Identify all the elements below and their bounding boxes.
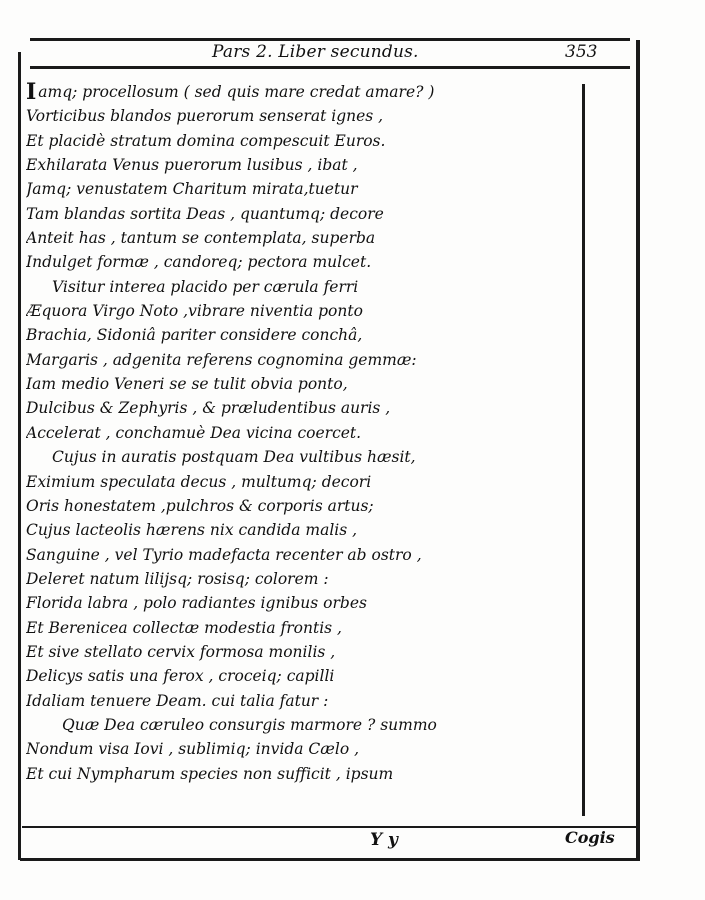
verse-line: Et cui Nympharum species non sufficit , ipsum xyxy=(26,764,394,783)
verse-line: Et Berenicea collectæ modestia frontis , xyxy=(26,618,342,637)
verse-line: Accelerat , conchamuè Dea vicina coercet. xyxy=(26,423,362,442)
verse-line: Visitur interea placido per cærula ferri xyxy=(52,277,359,296)
catchword: Cogis xyxy=(565,828,615,847)
verse-line: Jamq; venustatem Charitum mirata,tuetur xyxy=(26,180,358,199)
verse-line: Sanguine , vel Tyrio madefacta recenter ab ostro , xyxy=(26,545,422,564)
verse-line: Vorticibus blandos puerorum senserat ignes , xyxy=(26,107,384,126)
verse-line: Florida labra , polo radiantes ignibus orbes xyxy=(26,594,367,613)
verse-line: Et placidè stratum domina compescuit Euros. xyxy=(26,131,386,150)
verse-line xyxy=(26,80,576,104)
bottom-inner-rule xyxy=(22,826,637,828)
verse-line: Et sive stellato cervix formosa monilis , xyxy=(26,642,336,661)
header-rule xyxy=(30,66,630,69)
verse-line: Anteit has , tantum se contemplata, superba xyxy=(26,229,376,248)
right-inner-rule xyxy=(582,84,585,816)
verse-block xyxy=(26,80,576,786)
verse-line: Oris honestatem ,pulchros & corporis artus; xyxy=(26,496,374,515)
verse-line: Cujus in auratis postquam Dea vultibus hæsit, xyxy=(52,448,416,467)
initial-letter: I xyxy=(26,80,37,105)
verse-line: Eximium speculata decus , multumq; decori xyxy=(26,472,372,491)
verse-line: Indulget formæ , candoreq; pectora mulcet. xyxy=(26,253,372,272)
verse-line: Exhilarata Venus puerorum lusibus , ibat , xyxy=(26,156,358,175)
verse-line: Cujus lacteolis hærens nix candida malis , xyxy=(26,521,358,540)
verse-line: Quæ Dea cæruleo consurgis marmore ? summo xyxy=(62,715,437,734)
right-outer-rule xyxy=(636,40,640,860)
verse-line: Brachia, Sidoniâ pariter considere conchâ, xyxy=(26,326,363,345)
verse-line: Nondum visa Iovi , sublimiq; invida Cælo , xyxy=(26,740,360,759)
top-rule xyxy=(30,38,630,41)
verse-line: Tam blandas sortita Deas , quantumq; decore xyxy=(26,204,384,223)
page-number: 353 xyxy=(565,42,598,62)
running-head: Pars 2. Liber secundus. xyxy=(212,42,419,62)
verse-line: Deleret natum lilijsq; rosisq; colorem : xyxy=(26,569,329,588)
verse-line: Delicys satis una ferox , croceiq; capilli xyxy=(26,667,335,686)
verse-line: Margaris , adgenita referens cognomina gemmæ: xyxy=(26,350,417,369)
bottom-outer-rule xyxy=(20,858,640,861)
verse-line-text: amq; procellosum ( sed quis mare credat amare? ) xyxy=(38,83,435,101)
verse-line: Idaliam tenuere Deam. cui talia fatur : xyxy=(26,691,329,710)
verse-line: Æquora Virgo Noto ,vibrare niventia ponto xyxy=(26,302,363,321)
verse-line: Iam medio Veneri se se tulit obvia ponto, xyxy=(26,375,348,394)
verse-line: Dulcibus & Zephyris , & præludentibus auris , xyxy=(26,399,391,418)
signature-mark: Y y xyxy=(370,830,398,850)
left-rule xyxy=(18,52,21,860)
